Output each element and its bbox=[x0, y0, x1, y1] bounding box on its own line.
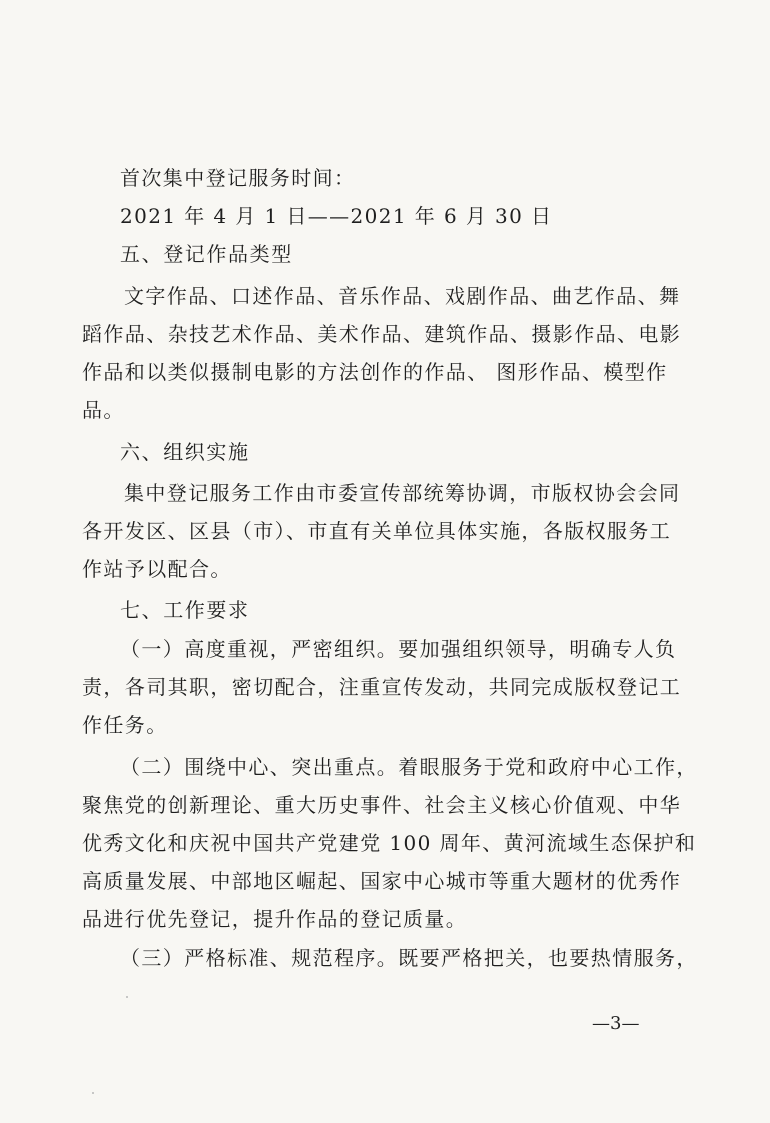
paragraph-line: 品。 bbox=[82, 398, 125, 422]
registration-time-label: 首次集中登记服务时间： bbox=[120, 166, 356, 190]
paragraph-line: 品进行优先登记，提升作品的登记质量。 bbox=[82, 907, 468, 931]
page-number: —3— bbox=[592, 1013, 640, 1034]
section-heading-work-types: 五、登记作品类型 bbox=[120, 242, 293, 266]
scan-speck bbox=[126, 996, 128, 998]
paragraph-line: 高质量发展、中部地区崛起、国家中心城市等重大题材的优秀作 bbox=[82, 869, 682, 893]
paragraph-line: 各开发区、区县（市）、市直有关单位具体实施，各版权服务工 bbox=[82, 519, 672, 543]
paragraph-line: 文字作品、口述作品、音乐作品、戏剧作品、曲艺作品、舞 bbox=[124, 284, 681, 308]
section-heading-organization: 六、组织实施 bbox=[120, 440, 250, 464]
paragraph-line: （三）严格标准、规范程序。既要严格把关，也要热情服务， bbox=[120, 946, 698, 970]
paragraph-line: 优秀文化和庆祝中国共产党建党 100 周年、黄河流域生态保护和 bbox=[82, 831, 697, 855]
paragraph-line: 集中登记服务工作由市委宣传部统筹协调，市版权协会会同 bbox=[124, 481, 681, 505]
section-heading-requirements: 七、工作要求 bbox=[120, 598, 250, 622]
paragraph-line: 作站予以配合。 bbox=[82, 557, 232, 581]
paragraph-line: 作任务。 bbox=[82, 713, 168, 737]
paragraph-line: 责，各司其职，密切配合，注重宣传发动，共同完成版权登记工 bbox=[82, 675, 682, 699]
paragraph-line: 蹈作品、杂技艺术作品、美术作品、建筑作品、摄影作品、电影 bbox=[82, 322, 682, 346]
scan-speck bbox=[92, 1092, 94, 1094]
paragraph-line: （一）高度重视，严密组织。要加强组织领导，明确专人负 bbox=[120, 637, 677, 661]
paragraph-line: （二）围绕中心、突出重点。着眼服务于党和政府中心工作， bbox=[120, 755, 698, 779]
paragraph-line: 聚焦党的创新理论、重大历史事件、社会主义核心价值观、中华 bbox=[82, 793, 682, 817]
paragraph-line: 作品和以类似摄制电影的方法创作的作品、 图形作品、模型作 bbox=[82, 360, 668, 384]
registration-time-range: 2021 年 4 月 1 日——2021 年 6 月 30 日 bbox=[120, 204, 553, 228]
